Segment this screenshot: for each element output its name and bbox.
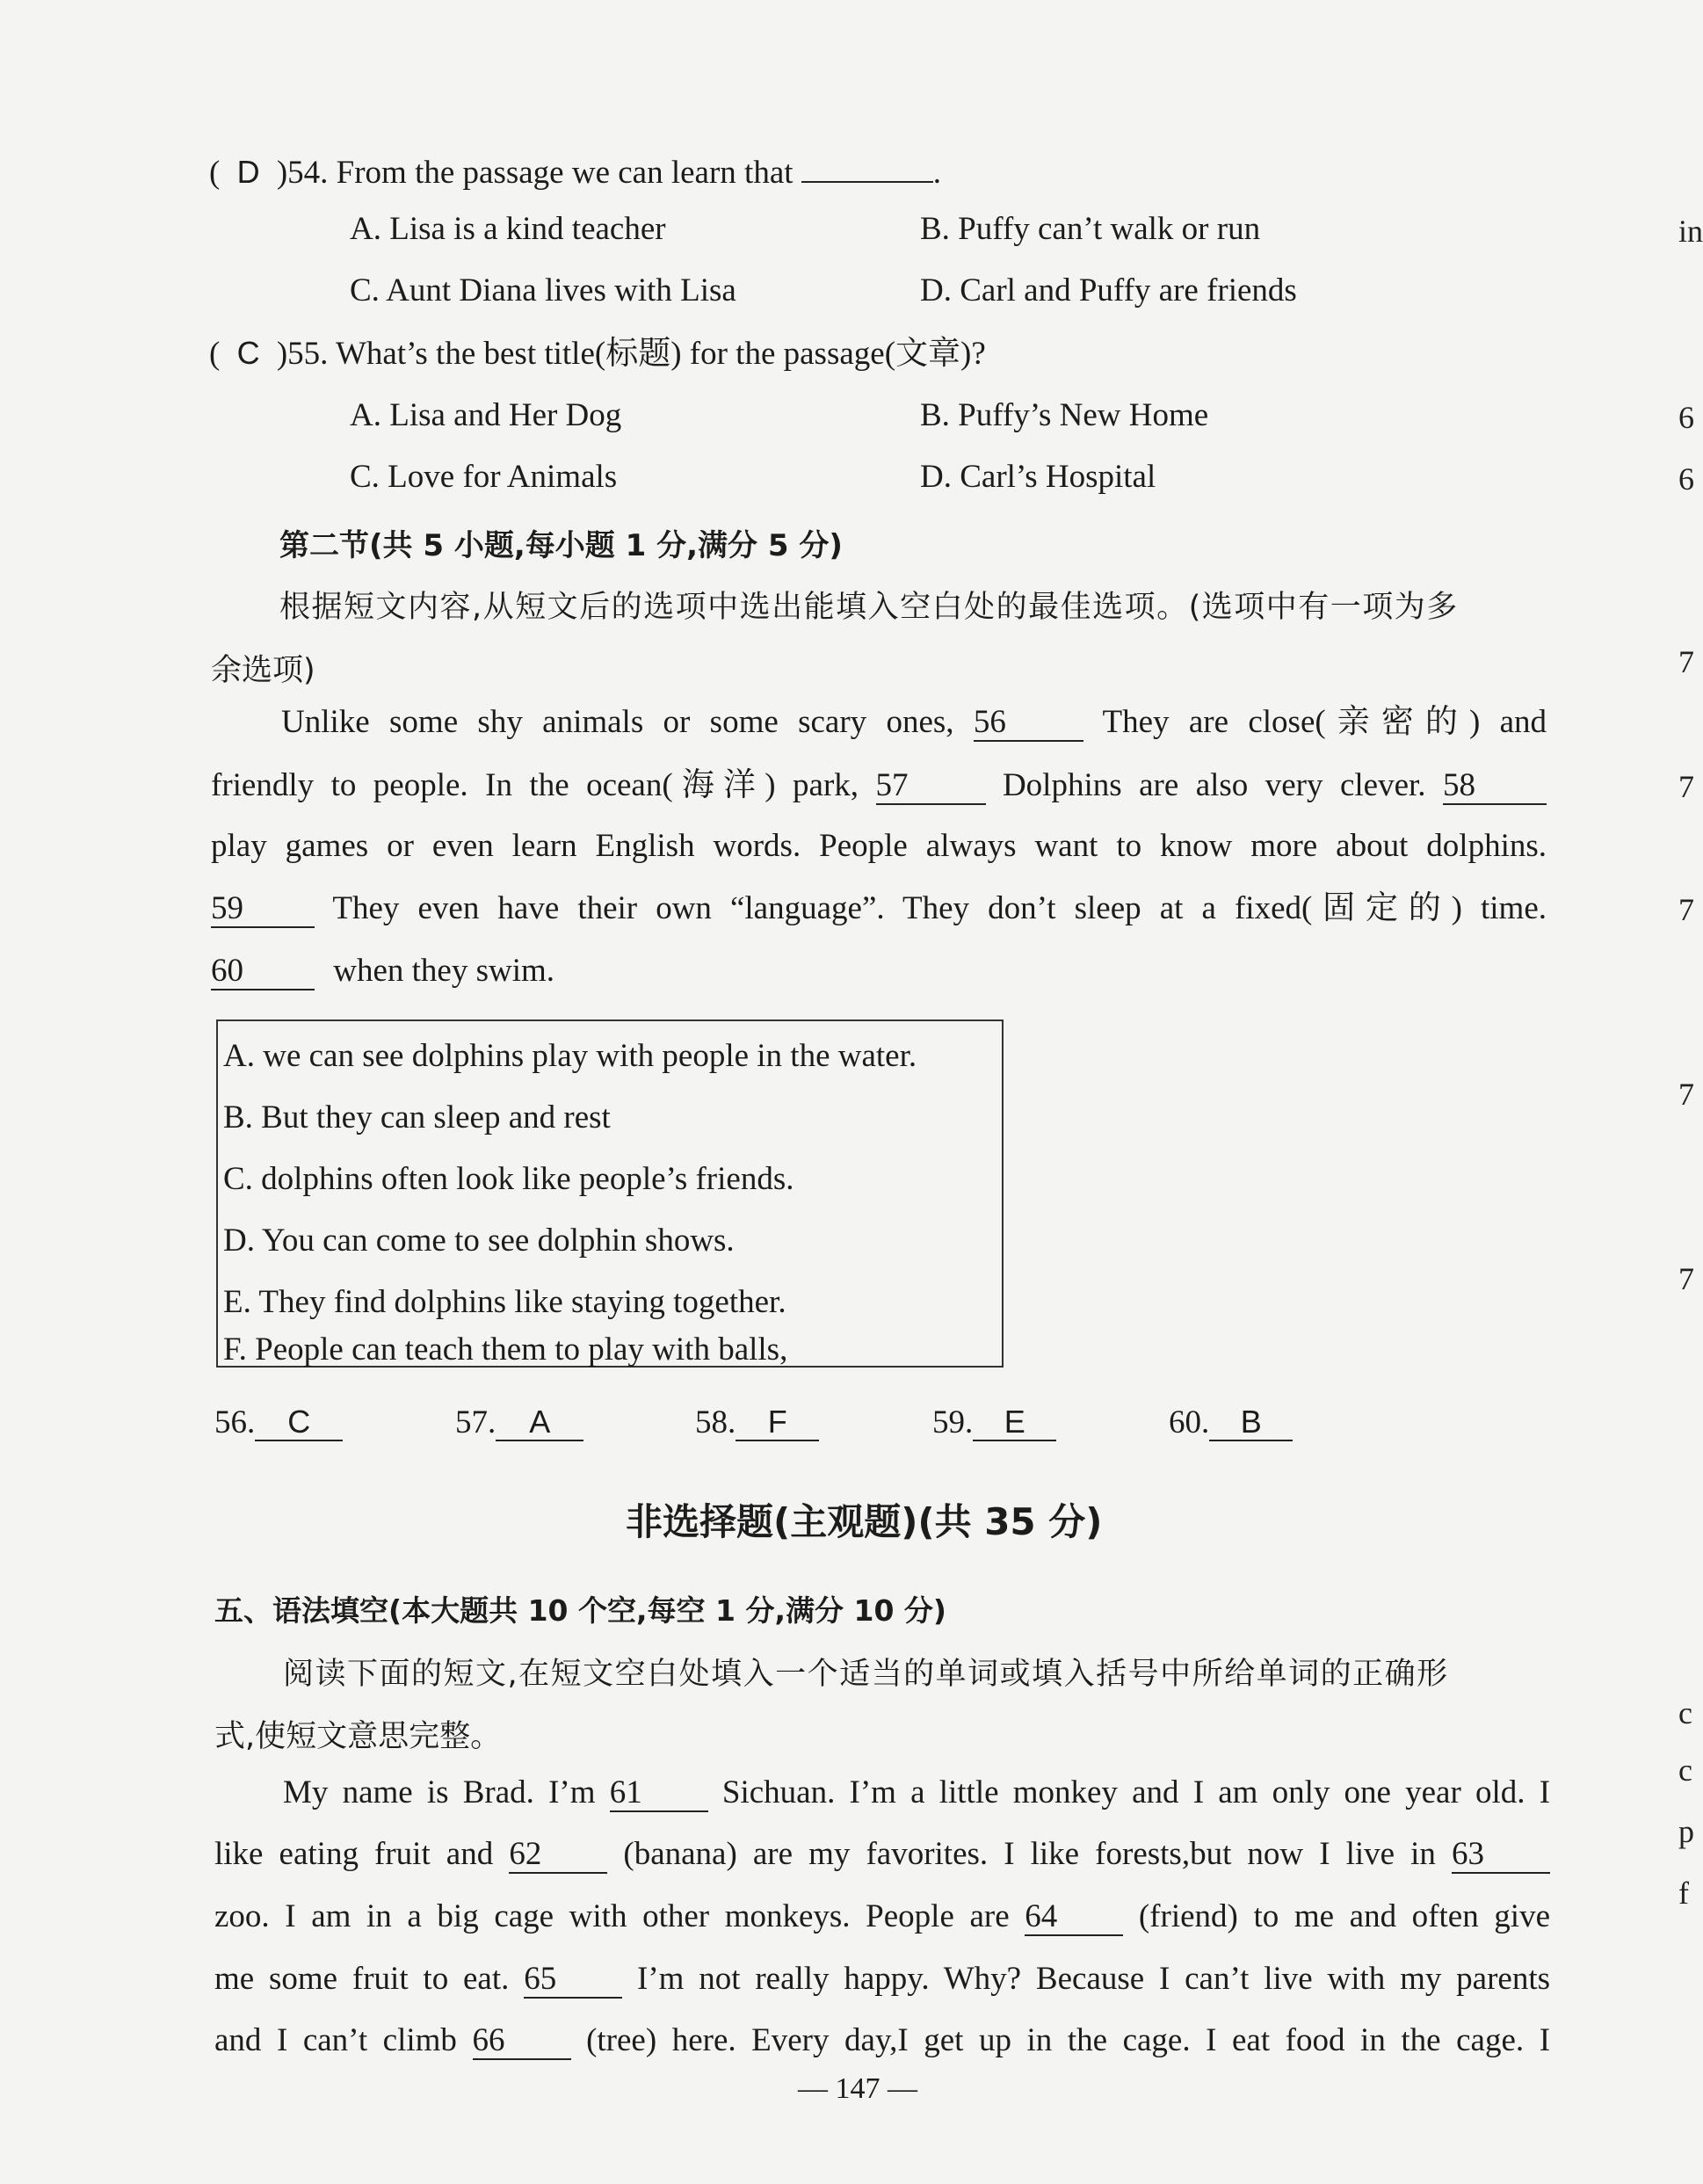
blank-59: 59 xyxy=(211,891,315,928)
edge-glyph: c xyxy=(1678,1695,1692,1731)
answer-number: 58. xyxy=(695,1404,736,1440)
box-option-a: A. we can see dolphins play with people in the water. xyxy=(223,1038,917,1074)
answer-58-value: F xyxy=(736,1404,819,1441)
answer-number: 60. xyxy=(1169,1404,1210,1440)
passage2-text: (banana) are my favorites. I like forests,but now I live in xyxy=(623,1836,1436,1872)
section5-instruction-line2: 式,使短文意思完整。 xyxy=(214,1719,502,1754)
page-number: — 147 — xyxy=(798,2072,917,2105)
passage1-line1 xyxy=(281,705,1547,742)
passage2-line1 xyxy=(283,1775,1550,1812)
box-option-f: F. People can teach them to play with balls, xyxy=(223,1331,788,1368)
q54-option-a: A. Lisa is a kind teacher xyxy=(350,211,666,247)
section5-heading: 五、语法填空(本大题共 10 个空,每空 1 分,满分 10 分) xyxy=(214,1593,946,1628)
answer-56 xyxy=(214,1404,343,1441)
edge-glyph: 6 xyxy=(1678,400,1694,435)
passage2-text: I’m not really happy. Why? Because I can’t live with my parents xyxy=(637,1961,1550,1997)
passage2-text: like eating fruit and xyxy=(214,1836,494,1872)
box-option-d: D. You can come to see dolphin shows. xyxy=(223,1223,735,1259)
q54-paren-close: ) xyxy=(276,155,288,191)
passage2-line3 xyxy=(214,1899,1550,1936)
passage1-text: They even have their own “language”. They don’t sleep at a fixed(固定的) time. xyxy=(332,890,1547,926)
answer-60-value: B xyxy=(1209,1404,1293,1441)
section5-instruction-line1: 阅读下面的短文,在短文空白处填入一个适当的单词或填入括号中所给单词的正确形 xyxy=(283,1657,1449,1692)
q54-paren-open: ( xyxy=(209,155,221,191)
answer-number: 57. xyxy=(455,1404,496,1440)
q54-option-c: C. Aunt Diana lives with Lisa xyxy=(350,272,736,308)
edge-glyph: in xyxy=(1678,214,1703,249)
q54-blank xyxy=(801,151,933,183)
passage2-line2 xyxy=(214,1837,1550,1874)
edge-glyph: 7 xyxy=(1678,1077,1694,1112)
passage2-text: zoo. I am in a big cage with other monkeys. People are xyxy=(214,1898,1010,1934)
q55-line xyxy=(209,337,986,370)
passage2-text: and I can’t climb xyxy=(214,2022,457,2058)
edge-glyph: f xyxy=(1678,1876,1689,1911)
passage2-text: me some fruit to eat. xyxy=(214,1961,510,1997)
edge-glyph: p xyxy=(1678,1814,1694,1849)
options-box xyxy=(216,1019,1004,1368)
section2-heading: 第二节(共 5 小题,每小题 1 分,满分 5 分) xyxy=(279,528,843,563)
q55-paren-close: ) xyxy=(276,336,288,372)
section2-instruction-line2: 余选项) xyxy=(211,653,315,688)
passage2-text: (friend) to me and often give xyxy=(1138,1898,1551,1934)
part-title: 非选择题(主观题)(共 35 分) xyxy=(626,1500,1103,1543)
blank-62: 62 xyxy=(509,1837,607,1874)
q54-option-d: D. Carl and Puffy are friends xyxy=(920,272,1297,308)
passage2-text: Sichuan. I’m a little monkey and I am only one year old. I xyxy=(721,1774,1551,1810)
q55-stem: 55. What’s the best title(标题) for the passage(文章)? xyxy=(287,336,986,372)
q54-line xyxy=(209,151,941,189)
answer-60 xyxy=(1169,1404,1293,1441)
answer-number: 56. xyxy=(214,1404,256,1440)
passage1-text: play games or even learn English words. People always want to know more about dolphins. xyxy=(211,828,1547,864)
box-option-c: C. dolphins often look like people’s friends. xyxy=(223,1161,794,1197)
blank-63: 63 xyxy=(1452,1837,1550,1874)
answer-59 xyxy=(932,1404,1056,1441)
answer-57-value: A xyxy=(496,1404,583,1441)
box-option-e: E. They find dolphins like staying together. xyxy=(223,1284,786,1320)
answer-58 xyxy=(695,1404,819,1441)
q54-stem: 54. From the passage we can learn that xyxy=(287,155,794,191)
blank-66: 66 xyxy=(473,2023,571,2060)
q55-option-d: D. Carl’s Hospital xyxy=(920,459,1156,495)
q55-option-a: A. Lisa and Her Dog xyxy=(350,397,622,433)
passage1-line4 xyxy=(211,891,1547,928)
passage1-line3 xyxy=(211,829,1547,864)
blank-60: 60 xyxy=(211,954,315,990)
passage1-text: Unlike some shy animals or some scary ones, xyxy=(281,704,954,740)
answer-56-value: C xyxy=(255,1404,343,1441)
edge-glyph: 7 xyxy=(1678,644,1694,679)
blank-57: 57 xyxy=(876,768,986,805)
blank-64: 64 xyxy=(1025,1899,1123,1936)
passage2-text: My name is Brad. I’m xyxy=(283,1774,596,1810)
edge-glyph: 7 xyxy=(1678,1261,1694,1296)
passage2-text: (tree) here. Every day,I get up in the cage. I eat food in the cage. I xyxy=(586,2022,1551,2058)
passage2-line5 xyxy=(214,2023,1550,2060)
answer-59-value: E xyxy=(973,1404,1056,1441)
box-option-b: B. But they can sleep and rest xyxy=(223,1099,611,1136)
blank-58: 58 xyxy=(1443,768,1547,805)
q54-answer: D xyxy=(236,154,260,190)
section2-instruction-line1: 根据短文内容,从短文后的选项中选出能填入空白处的最佳选项。(选项中有一项为多 xyxy=(279,590,1459,625)
edge-glyph: 6 xyxy=(1678,461,1694,497)
passage2-line4 xyxy=(214,1962,1550,1999)
blank-65: 65 xyxy=(524,1962,622,1999)
passage1-text: They are close(亲密的) and xyxy=(1102,704,1547,740)
blank-56: 56 xyxy=(974,705,1083,742)
edge-glyph: 7 xyxy=(1678,892,1694,927)
passage1-text: Dolphins are also very clever. xyxy=(1002,767,1426,803)
q54-stem-end: . xyxy=(932,155,942,191)
edge-glyph: 7 xyxy=(1678,769,1694,804)
q55-paren-open: ( xyxy=(209,336,221,372)
q54-option-b: B. Puffy can’t walk or run xyxy=(920,211,1261,247)
answer-number: 59. xyxy=(932,1404,974,1440)
passage1-text: friendly to people. In the ocean(海洋) park, xyxy=(211,767,859,803)
answer-57 xyxy=(455,1404,583,1441)
passage1-text: when they swim. xyxy=(333,953,555,989)
passage1-line5 xyxy=(211,954,1547,990)
q55-option-c: C. Love for Animals xyxy=(350,459,618,495)
q55-option-b: B. Puffy’s New Home xyxy=(920,397,1209,433)
q55-answer: C xyxy=(236,335,260,371)
edge-glyph: c xyxy=(1678,1752,1692,1788)
blank-61: 61 xyxy=(610,1775,708,1812)
passage1-line2 xyxy=(211,768,1547,805)
